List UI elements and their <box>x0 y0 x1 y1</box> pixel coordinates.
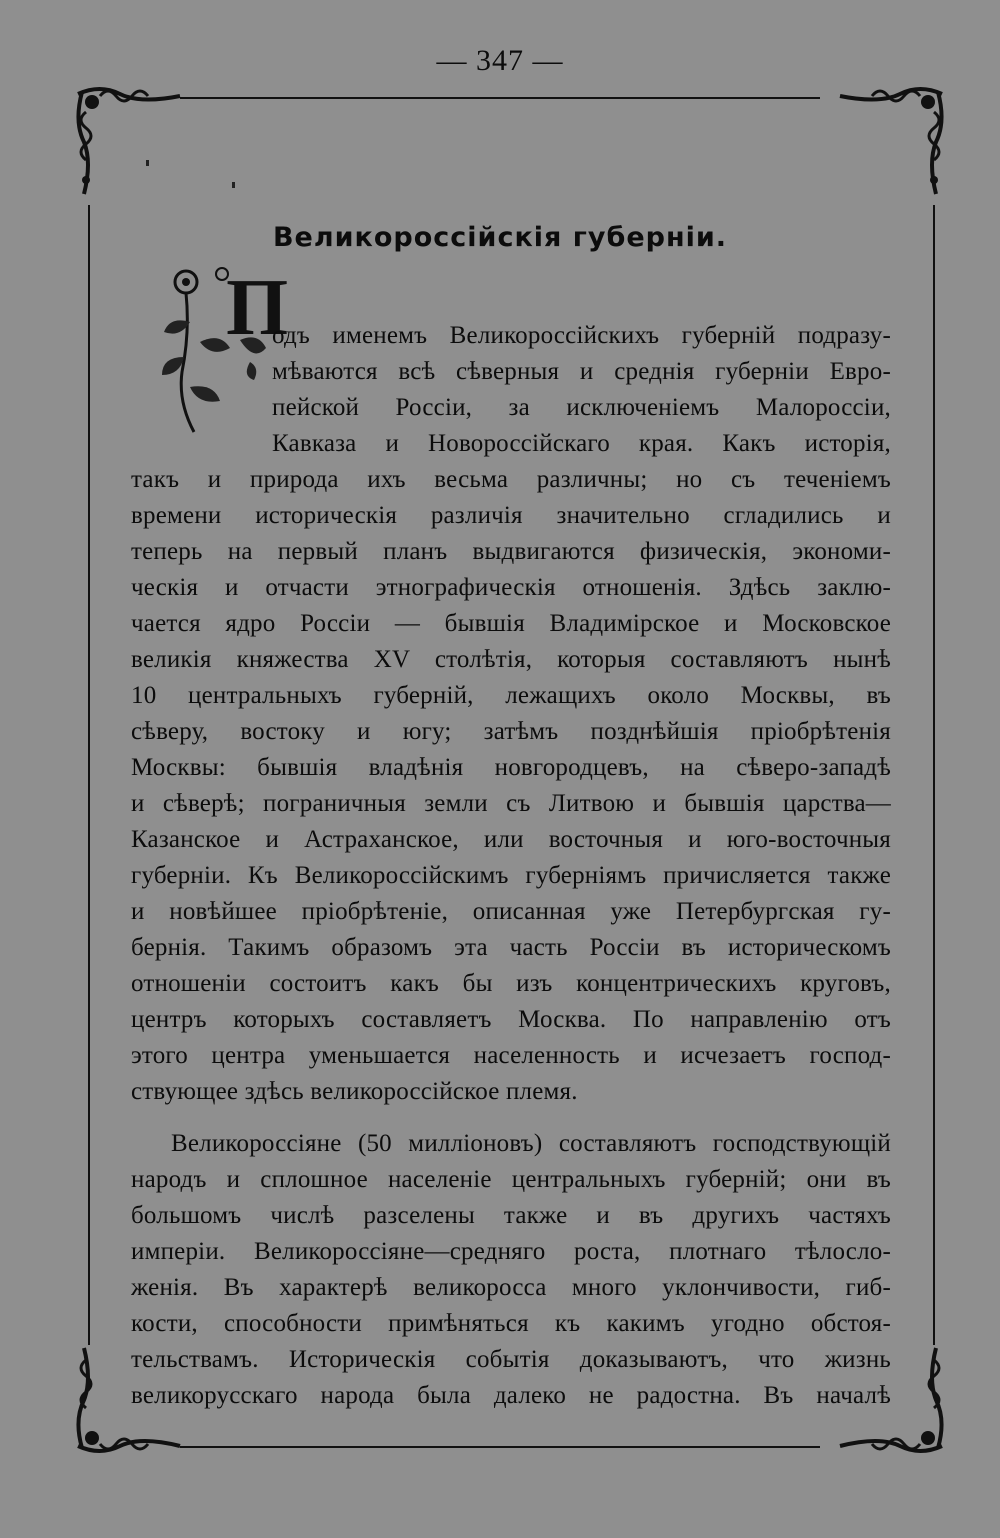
print-speck <box>146 160 149 166</box>
frame-top-line <box>180 97 820 99</box>
text-line: народъ и сплошное населеніе центральныхъ губерній; они въ <box>131 1166 891 1193</box>
text-line: отношеніи состоитъ какъ бы изъ концентрическихъ круговъ, <box>131 970 891 997</box>
decorative-initial <box>160 262 289 440</box>
text-line: мѣваются всѣ сѣверныя и среднія губерніи Евро- <box>272 358 891 385</box>
text-line: такъ и природа ихъ весьма различны; но съ теченіемъ <box>131 466 891 493</box>
page-number: — 347 — <box>436 44 564 77</box>
text-line: тельствамъ. Историческія событія доказываютъ, что жизнь <box>131 1346 891 1373</box>
text-line: ческія и отчасти этнографическія отношенія. Здѣсь заклю- <box>131 574 891 601</box>
text-line: великія княжества XV столѣтія, которыя составляютъ нынѣ <box>131 646 891 673</box>
text-line: этого центра уменьшается населенность и исчезаетъ господ- <box>131 1042 891 1069</box>
text-line: женія. Въ характерѣ великоросса много уклончивости, гиб- <box>131 1274 891 1301</box>
text-line: Казанское и Астраханское, или восточныя и юго-восточныя <box>131 826 891 853</box>
text-line: пейской Россіи, за исключеніемъ Малороссіи, <box>272 394 891 421</box>
ornament-top-right-icon <box>830 82 950 202</box>
frame-right-line <box>933 205 935 1345</box>
text-line: бернія. Такимъ образомъ эта часть Россіи въ историческомъ <box>131 934 891 961</box>
text-line: великорусскаго народа была далеко не радостна. Въ началѣ <box>131 1382 891 1409</box>
text-line: кости, способности примѣняться къ какимъ угодно обстоя- <box>131 1310 891 1337</box>
text-line: чается ядро Россіи — бывшія Владимірское и Московское <box>131 610 891 637</box>
text-line: сѣверу, востоку и югу; затѣмъ позднѣйшія пріобрѣтенія <box>131 718 891 745</box>
text-line: имперіи. Великороссіяне—средняго роста, плотнаго тѣлосло- <box>131 1238 891 1265</box>
text-line: центръ которыхъ составляетъ Москва. По направленію отъ <box>131 1006 891 1033</box>
text-line: губерніи. Къ Великороссійскимъ губерніямъ причисляется также <box>131 862 891 889</box>
text-line: и сѣверѣ; пограничныя земли съ Литвою и бывшія царства— <box>131 790 891 817</box>
section-title: Великороссійскія губерніи. <box>272 222 728 253</box>
text-line: 10 центральныхъ губерній, лежащихъ около Москвы, въ <box>131 682 891 709</box>
text-line: Великороссіяне (50 милліоновъ) составляютъ господствующій <box>171 1130 891 1157</box>
ornament-top-left-icon <box>70 82 190 202</box>
text-line: ствующее здѣсь великороссійское племя. <box>131 1078 578 1105</box>
frame-bottom-line <box>180 1446 820 1448</box>
text-line: теперь на первый планъ выдвигаются физическія, экономи- <box>131 538 891 565</box>
print-speck <box>232 182 235 188</box>
text-line: одъ именемъ Великороссійскихъ губерній подразу- <box>272 322 891 349</box>
text-line: Москвы: бывшія владѣнія новгородцевъ, на сѣверо-западѣ <box>131 754 891 781</box>
text-line: и новѣйшее пріобрѣтеніе, описанная уже Петербургская гу- <box>131 898 891 925</box>
frame-left-line <box>88 205 90 1345</box>
dropcap-letter: П <box>226 264 289 352</box>
text-line: большомъ числѣ разселены также и въ другихъ частяхъ <box>131 1202 891 1229</box>
text-line: времени историческія различія значительно сгладились и <box>131 502 891 529</box>
text-line: Кавказа и Новороссійскаго края. Какъ исторія, <box>272 430 891 457</box>
